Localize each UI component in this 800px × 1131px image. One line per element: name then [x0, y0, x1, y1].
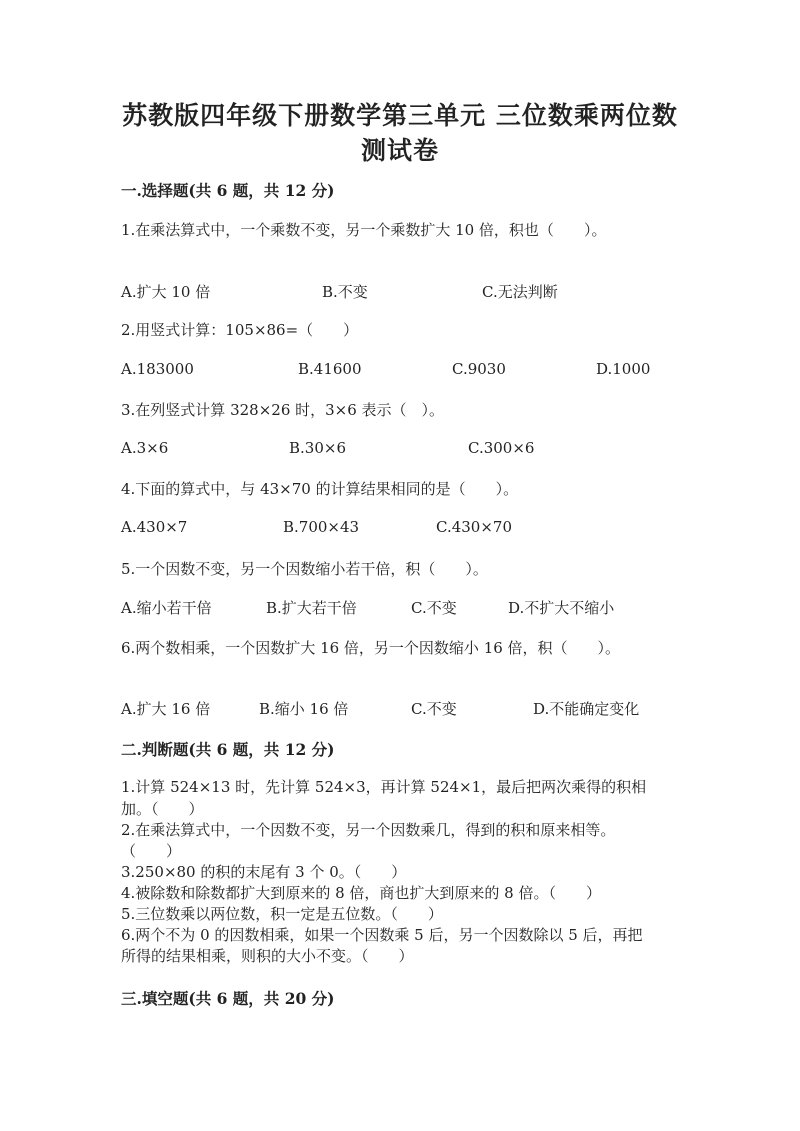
option-1-1-c: C.无法判断 [482, 283, 558, 301]
section-heading-true-false: 二.判断题(共 6 题，共 12 分) [121, 740, 335, 759]
option-1-6-c: C.不变 [411, 700, 457, 718]
option-1-2-a: A.183000 [121, 360, 194, 378]
question-1-2: 2.用竖式计算：105×86=（ ） [121, 321, 359, 339]
option-1-3-a: A.3×6 [121, 439, 169, 457]
section-heading-fill-in: 三.填空题(共 6 题，共 20 分) [121, 989, 335, 1008]
option-1-5-a: A.缩小若干倍 [121, 599, 212, 617]
tf-line-3: 2.在乘法算式中，一个因数不变，另一个因数乘几，得到的积和原来相等。 [121, 821, 616, 839]
tf-line-9: 所得的结果相乘，则积的大小不变。（ ） [121, 947, 414, 965]
option-1-5-d: D.不扩大不缩小 [508, 599, 615, 617]
option-1-2-c: C.9030 [452, 360, 506, 378]
option-1-1-a: A.扩大 10 倍 [121, 283, 211, 301]
question-1-6: 6.两个数相乘，一个因数扩大 16 倍，另一个因数缩小 16 倍，积（ ）。 [121, 639, 621, 657]
page-title-line-1: 苏教版四年级下册数学第三单元 三位数乘两位数 [122, 101, 678, 130]
page-title-line-2: 测试卷 [360, 136, 439, 165]
option-1-2-b: B.41600 [298, 360, 362, 378]
tf-line-8: 6.两个不为 0 的因数相乘，如果一个因数乘 5 后，另一个因数除以 5 后，再把 [121, 926, 643, 944]
question-1-5: 5.一个因数不变，另一个因数缩小若干倍，积（ ）。 [121, 560, 488, 578]
option-1-6-b: B.缩小 16 倍 [259, 700, 349, 718]
question-1-3: 3.在列竖式计算 328×26 时，3×6 表示（ ）。 [121, 401, 445, 419]
option-1-4-a: A.430×7 [121, 518, 188, 536]
option-1-1-b: B.不变 [322, 283, 368, 301]
section-heading-multiple-choice: 一.选择题(共 6 题，共 12 分) [121, 181, 335, 200]
option-1-5-b: B.扩大若干倍 [266, 599, 357, 617]
option-1-6-a: A.扩大 16 倍 [121, 700, 211, 718]
tf-line-2: 加。（ ） [121, 800, 204, 818]
question-1-1: 1.在乘法算式中，一个乘数不变，另一个乘数扩大 10 倍，积也（ ）。 [121, 221, 607, 239]
option-1-2-d: D.1000 [596, 360, 651, 378]
option-1-3-c: C.300×6 [468, 439, 535, 457]
option-1-3-b: B.30×6 [289, 439, 346, 457]
tf-line-5: 3.250×80 的积的末尾有 3 个 0。（ ） [121, 863, 407, 881]
tf-line-1: 1.计算 524×13 时，先计算 524×3，再计算 524×1，最后把两次乘得的积相 [121, 778, 647, 796]
tf-line-4: （ ） [121, 842, 182, 860]
option-1-4-b: B.700×43 [283, 518, 360, 536]
question-1-4: 4.下面的算式中，与 43×70 的计算结果相同的是（ ）。 [121, 480, 519, 498]
option-1-4-c: C.430×70 [436, 518, 512, 536]
tf-line-7: 5.三位数乘以两位数，积一定是五位数。（ ） [121, 905, 443, 923]
tf-line-6: 4.被除数和除数都扩大到原来的 8 倍，商也扩大到原来的 8 倍。（ ） [121, 884, 601, 902]
option-1-5-c: C.不变 [411, 599, 457, 617]
option-1-6-d: D.不能确定变化 [533, 700, 640, 718]
